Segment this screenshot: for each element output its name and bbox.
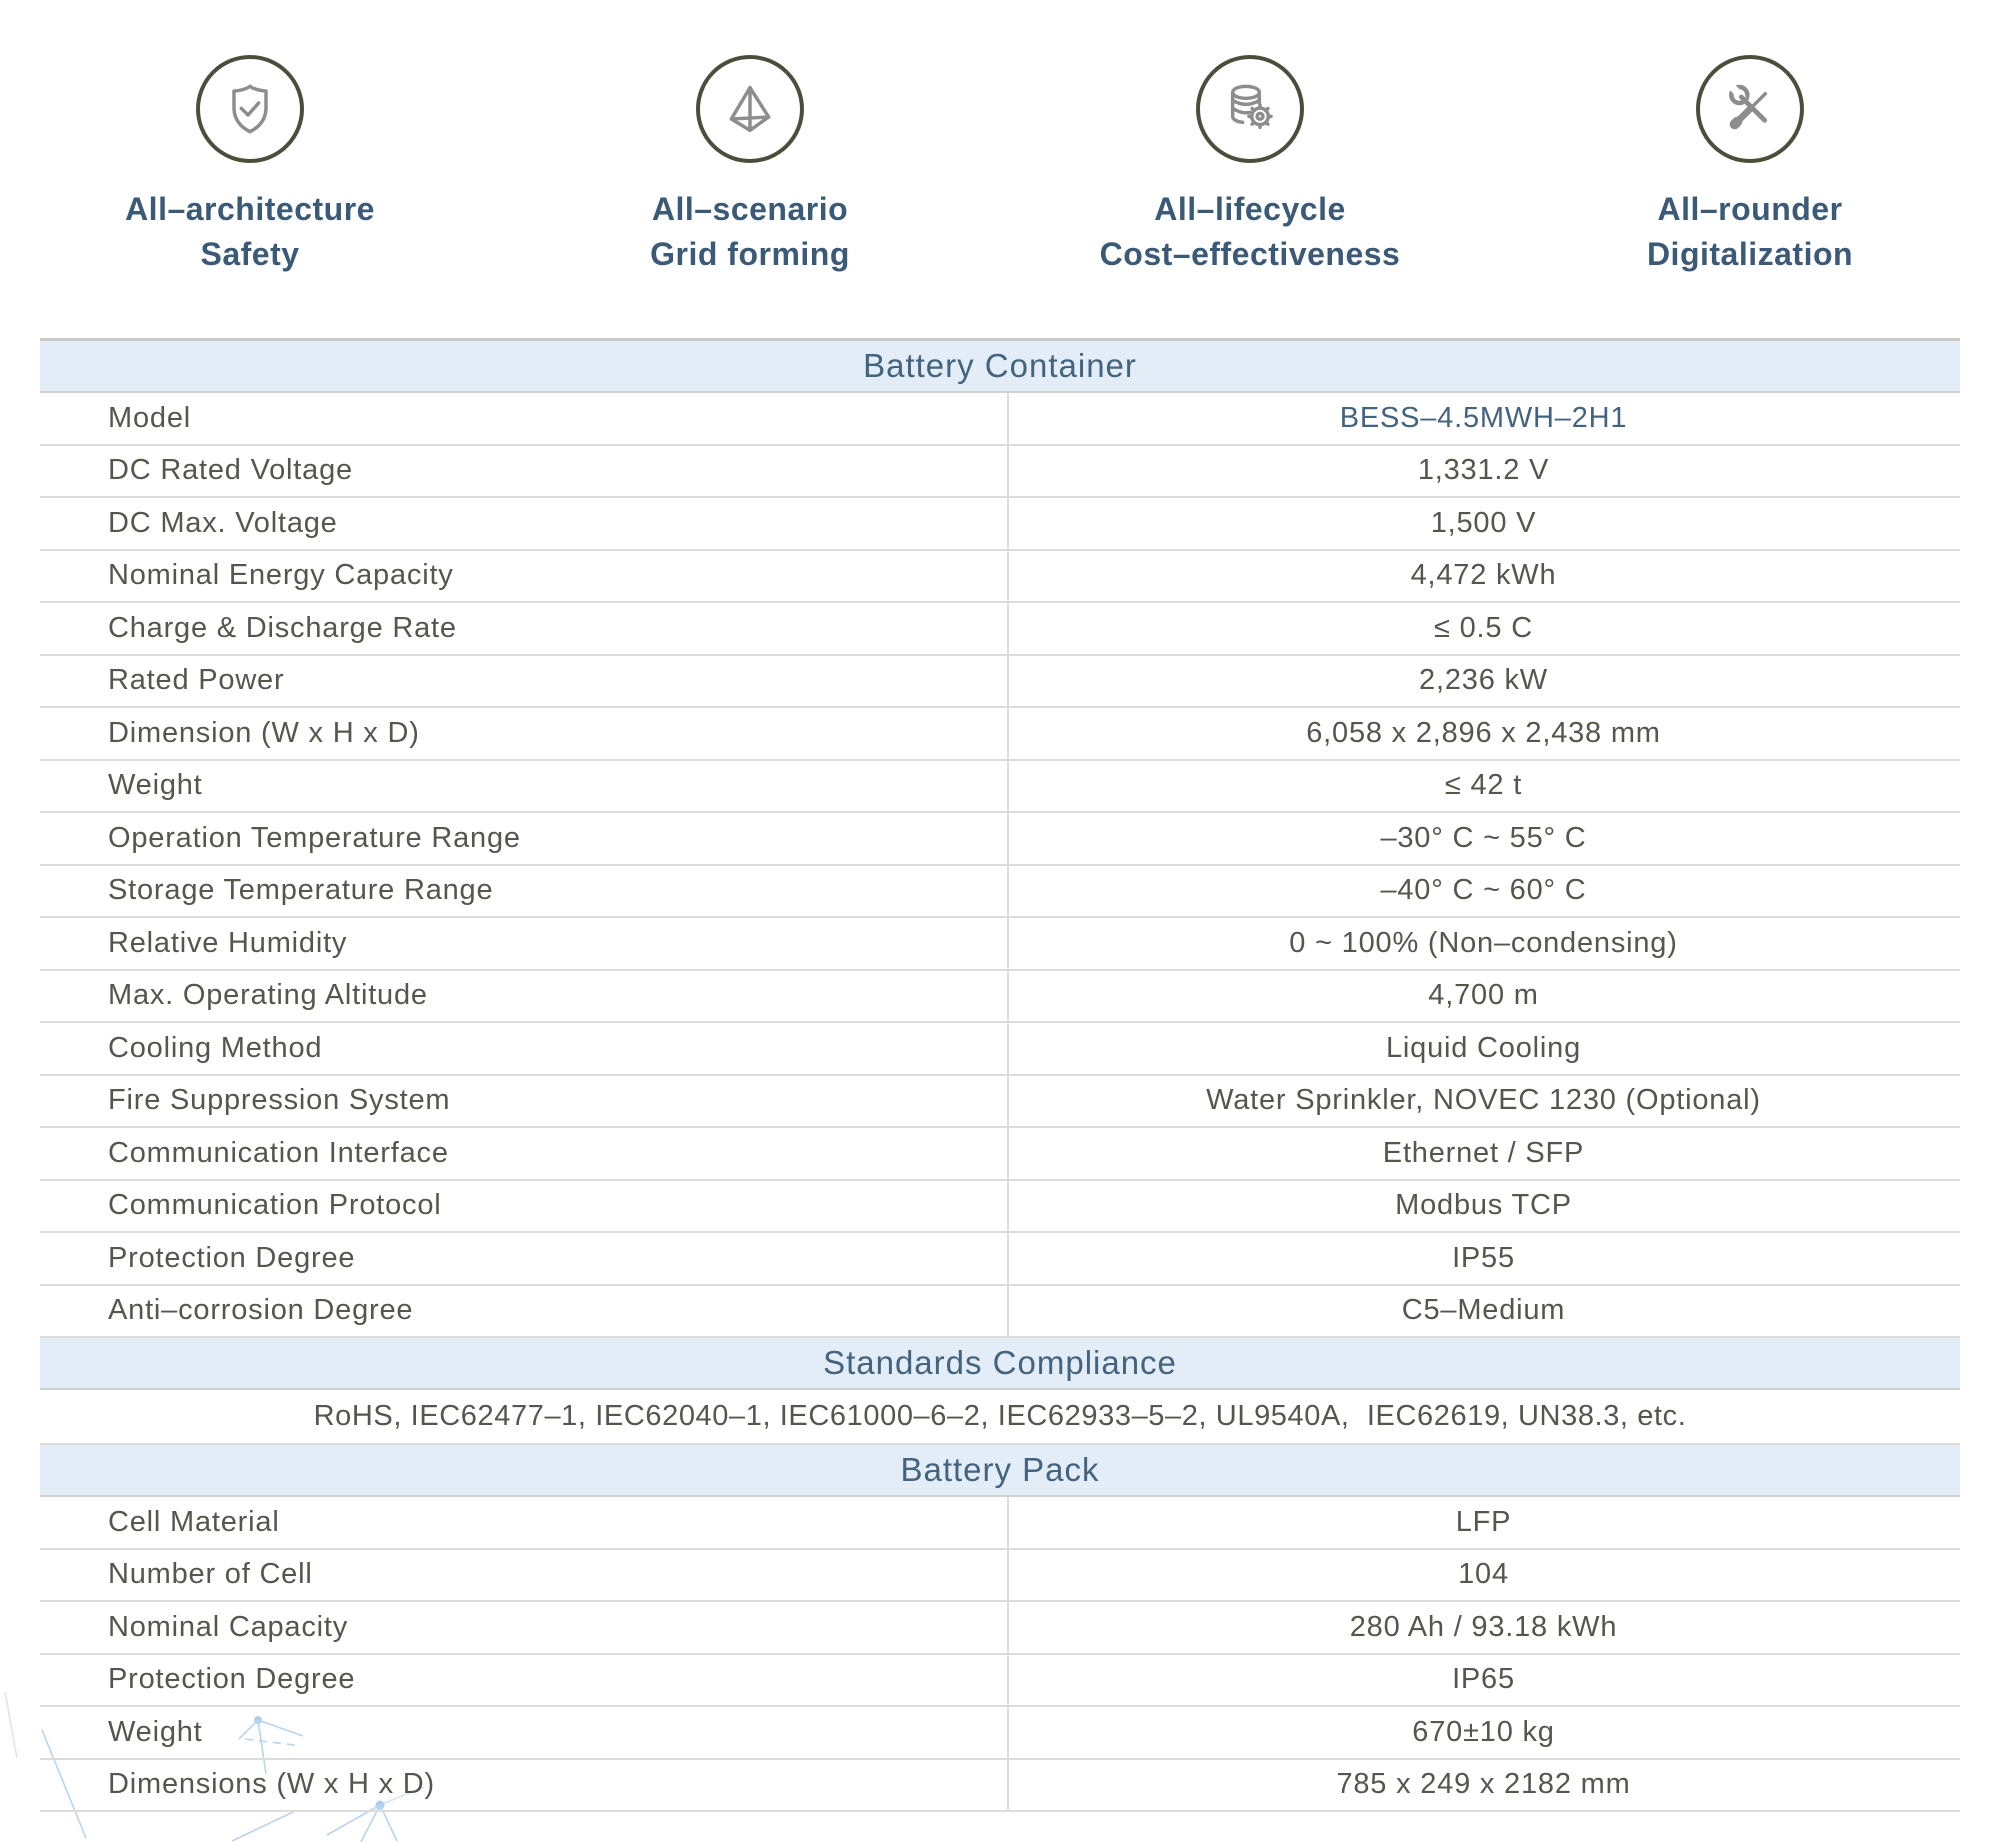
row-value: C5–Medium — [1401, 1294, 1566, 1327]
row-value: 2,236 kW — [1419, 664, 1548, 697]
row-label: Communication Protocol — [108, 1189, 442, 1222]
row-label: Rated Power — [108, 664, 285, 697]
row-label: Nominal Capacity — [108, 1610, 349, 1643]
feature-title — [1647, 187, 1853, 278]
shield-check-icon — [196, 55, 304, 163]
spec-row — [40, 761, 1960, 814]
pyramid-icon — [696, 55, 804, 163]
row-value: Liquid Cooling — [1386, 1031, 1581, 1064]
spec-row — [40, 1760, 1960, 1813]
row-value: 4,700 m — [1428, 979, 1539, 1012]
row-label: Protection Degree — [108, 1663, 356, 1696]
row-label: Charge & Discharge Rate — [108, 611, 457, 644]
row-label: Number of Cell — [108, 1558, 313, 1591]
feature-title-line1: All–architecture — [125, 191, 375, 227]
row-value: 280 Ah / 93.18 kWh — [1349, 1610, 1618, 1643]
row-label: DC Rated Voltage — [108, 454, 353, 487]
spec-row — [40, 866, 1960, 919]
row-value: LFP — [1455, 1505, 1512, 1538]
row-value: 1,331.2 V — [1417, 454, 1550, 487]
row-value: IP65 — [1452, 1663, 1515, 1696]
spec-row — [40, 1286, 1960, 1339]
feature-title-line1: All–lifecycle — [1154, 191, 1346, 227]
row-value: 104 — [1458, 1558, 1509, 1591]
feature-title-line2: Cost–effectiveness — [1099, 236, 1401, 273]
row-label: Max. Operating Altitude — [108, 979, 428, 1012]
spec-row — [40, 603, 1960, 656]
row-label: Protection Degree — [108, 1241, 356, 1274]
feature-title — [650, 187, 850, 278]
standards-row: RoHS, IEC62477–1, IEC62040–1, IEC61000–6–2, IEC62933–5–2, UL9540A, IEC62619, UN38.3, etc. — [40, 1390, 1960, 1445]
feature-item — [500, 0, 1000, 278]
row-value: 6,058 x 2,896 x 2,438 mm — [1306, 716, 1661, 749]
row-value: 785 x 249 x 2182 mm — [1336, 1768, 1631, 1801]
spec-row — [40, 1181, 1960, 1234]
feature-title-line2: Grid forming — [650, 236, 850, 273]
features-section — [0, 0, 2000, 278]
section-header — [40, 1445, 1960, 1497]
row-label: DC Max. Voltage — [108, 506, 338, 539]
spec-row — [40, 1602, 1960, 1655]
spec-row — [40, 1550, 1960, 1603]
row-label: Communication Interface — [108, 1136, 449, 1169]
row-value: 1,500 V — [1430, 506, 1537, 539]
spec-row — [40, 656, 1960, 709]
row-value: ≤ 42 t — [1444, 769, 1523, 802]
spec-row — [40, 1023, 1960, 1076]
row-label: Nominal Energy Capacity — [108, 559, 454, 592]
feature-title — [125, 187, 375, 278]
spec-row — [40, 551, 1960, 604]
row-label: Relative Humidity — [108, 926, 348, 959]
spec-row — [40, 1707, 1960, 1760]
spec-row — [40, 446, 1960, 499]
spec-row — [40, 918, 1960, 971]
feature-title-line1: All–rounder — [1657, 191, 1843, 227]
spec-row — [40, 1128, 1960, 1181]
section-header — [40, 1338, 1960, 1390]
row-label: Fire Suppression System — [108, 1084, 451, 1117]
database-gear-icon — [1196, 55, 1304, 163]
row-value: –40° C ~ 60° C — [1380, 874, 1587, 907]
tools-icon — [1696, 55, 1804, 163]
row-label: Operation Temperature Range — [108, 821, 521, 854]
feature-title-line2: Safety — [200, 236, 300, 273]
row-value: –30° C ~ 55° C — [1380, 821, 1587, 854]
row-label: Storage Temperature Range — [108, 874, 494, 907]
spec-row — [40, 1655, 1960, 1708]
row-value: IP55 — [1452, 1241, 1515, 1274]
feature-title-line2: Digitalization — [1646, 236, 1854, 273]
row-label: Model — [108, 401, 191, 434]
feature-title-line1: All–scenario — [651, 191, 849, 227]
feature-title — [1100, 187, 1401, 278]
spec-row — [40, 1497, 1960, 1550]
section-title: Battery Pack — [900, 1451, 1100, 1488]
row-label: Cooling Method — [108, 1031, 323, 1064]
spec-row — [40, 971, 1960, 1024]
row-label: Dimension (W x H x D) — [108, 716, 420, 749]
spec-row — [40, 1233, 1960, 1286]
row-label: Cell Material — [108, 1505, 280, 1538]
row-value: Ethernet / SFP — [1382, 1136, 1585, 1169]
spec-table — [40, 338, 1960, 1812]
section-title: Battery Container — [863, 347, 1137, 384]
row-value: ≤ 0.5 C — [1434, 611, 1533, 644]
spec-row — [40, 813, 1960, 866]
spec-row — [40, 498, 1960, 551]
section-header — [40, 341, 1960, 393]
row-value: Water Sprinkler, NOVEC 1230 (Optional) — [1206, 1084, 1761, 1117]
row-value: Modbus TCP — [1395, 1189, 1572, 1222]
row-value: BESS–4.5MWH–2H1 — [1339, 401, 1628, 434]
row-label: Dimensions (W x H x D) — [108, 1768, 435, 1801]
row-value: 4,472 kWh — [1410, 559, 1557, 592]
row-value: 670±10 kg — [1412, 1715, 1555, 1748]
feature-item — [1000, 0, 1500, 278]
section-title: Standards Compliance — [823, 1344, 1177, 1381]
spec-row — [40, 1076, 1960, 1129]
row-label: Weight — [108, 769, 203, 802]
feature-item — [0, 0, 500, 278]
row-label: Weight — [108, 1715, 203, 1748]
spec-row — [40, 393, 1960, 446]
row-value: 0 ~ 100% (Non–condensing) — [1289, 926, 1678, 959]
spec-row — [40, 708, 1960, 761]
row-label: Anti–corrosion Degree — [108, 1294, 414, 1327]
feature-item — [1500, 0, 2000, 278]
